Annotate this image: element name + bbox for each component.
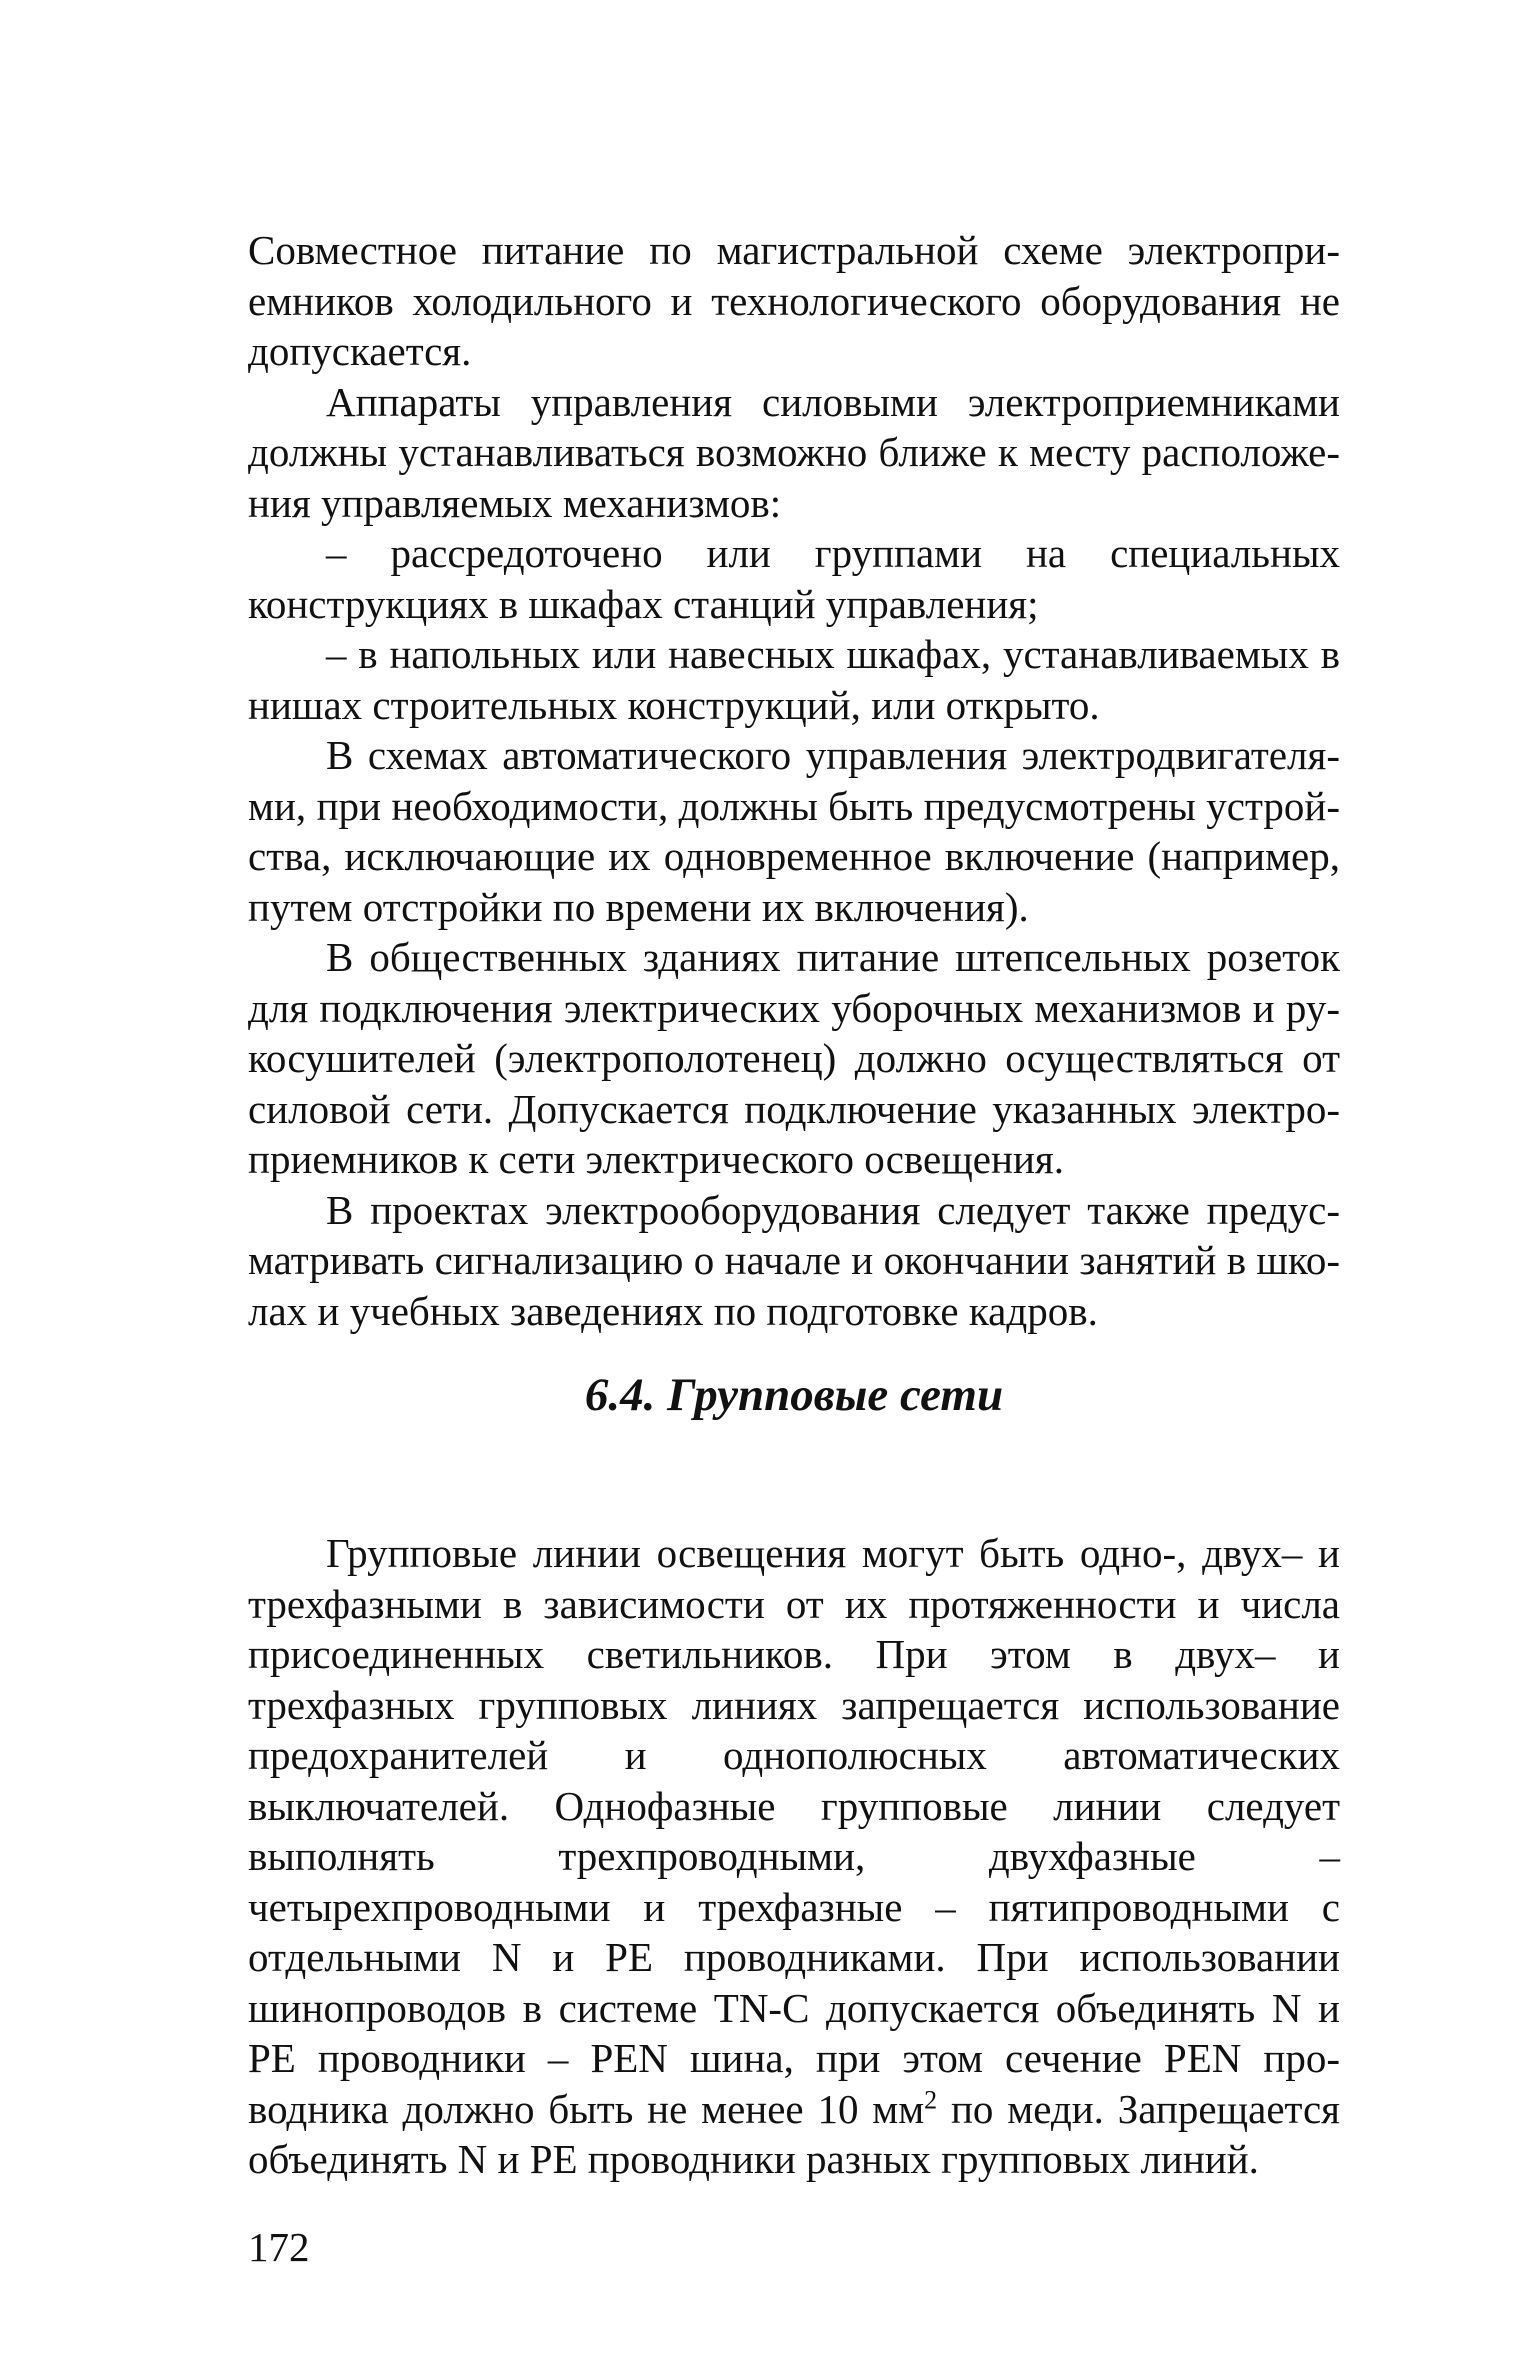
paragraph-automatic-control: В схемах автоматического управления электродвигателями, при необходимости, должны быть предусмотрены устройства, исключающие их одновременное включение (например, путем отстройки по времени их включения).: [248, 732, 1340, 930]
section-heading: 6.4. Групповые сети: [584, 1369, 1004, 1421]
paragraph-power-supply: Совместное питание по магистральной схеме электроприемников холодильного и технологического оборудования не допускается.: [248, 227, 1340, 374]
list-item-cabinets: – в напольных или навесных шкафах, устанавливаемых в нишах строительных конструкций, или открыто.: [248, 631, 1340, 728]
paragraph-group-lines-part1: Групповые линии освещения могут быть одно-, двух– и трехфазными в зависимости от их протяженности и числа присоединенных светильников. При этом в двух– и трехфазных групповых линиях запрещается использование предохранителей и однополюсных автоматических выключателей. Однофазные групповые линии следует выполнять трехпроводными, двухфазные – четырехпроводными и трехфазные – пятипроводными с отдельными N и PE проводниками. При использовании шинопроводов в системе TN-C допускается объединять N и PE проводники – PEN шина, при этом сечение PEN проводника должно быть не менее 10 мм: [248, 1530, 1340, 2132]
page-number: 172: [248, 2224, 310, 2270]
paragraph-signaling: В проектах электрооборудования следует также предусматривать сигнализацию о начале и окончании занятий в школах и учебных заведениях по подготовке кадров.: [248, 1186, 1340, 1334]
paragraph-group-lines: [248, 1528, 1340, 2185]
paragraph-control-devices: Аппараты управления силовыми электроприемниками должны устанавливаться возможно ближе к месту расположения управляемых механизмов:: [248, 378, 1340, 526]
paragraph-group-lines-part2: по меди. Запрещается объединять N и PE проводники разных групповых линий.: [248, 2085, 1340, 2182]
paragraph-public-buildings: В общественных зданиях питание штепсельных розеток для подключения электрических уборочных механизмов и рукосушителей (электрополотенец) должно осуществляться от силовой сети. Допускается подключение указанных электроприемников к сети электрического освещения.: [248, 934, 1340, 1182]
bottom-text-block: [248, 1528, 1340, 2185]
list-item-distributed: – рассредоточено или группами на специальных конструкциях в шкафах станций управления;: [248, 530, 1340, 627]
superscript-squared: 2: [924, 2084, 938, 2114]
top-text-block: [248, 225, 1340, 1336]
